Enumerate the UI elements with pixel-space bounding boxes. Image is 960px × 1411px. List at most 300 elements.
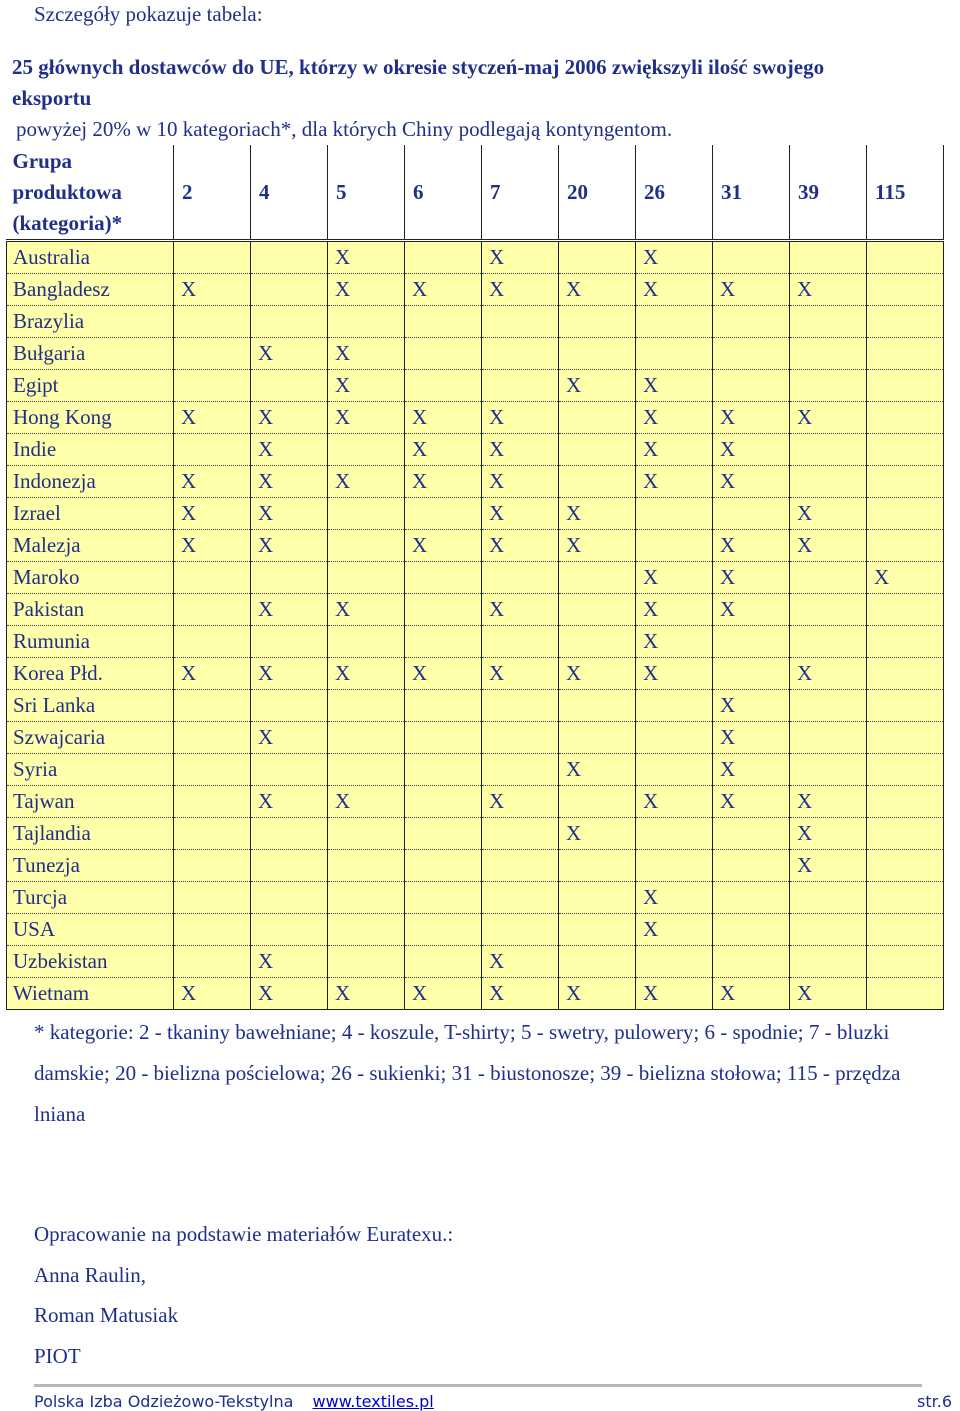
row-cell: X xyxy=(636,882,713,914)
row-cell: X xyxy=(174,498,251,530)
row-cell xyxy=(559,338,636,370)
credits-org: PIOT xyxy=(34,1343,81,1368)
row-cell: X xyxy=(251,434,328,466)
row-cell: X xyxy=(636,626,713,658)
footer-org-name: Polska Izba Odzieżowo-Tekstylna xyxy=(34,1392,294,1411)
row-cell: X xyxy=(636,786,713,818)
row-country: Wietnam xyxy=(7,978,174,1010)
row-cell xyxy=(636,850,713,882)
row-cell xyxy=(559,626,636,658)
row-cell xyxy=(482,722,559,754)
row-cell: X xyxy=(559,978,636,1010)
row-cell: X xyxy=(713,594,790,626)
row-cell xyxy=(328,850,405,882)
row-cell: X xyxy=(713,690,790,722)
header-category: 2 xyxy=(174,145,251,241)
row-cell xyxy=(559,306,636,338)
row-cell xyxy=(174,434,251,466)
row-cell xyxy=(559,722,636,754)
suppliers-table-container xyxy=(6,145,944,1010)
row-cell: X xyxy=(174,274,251,306)
row-cell xyxy=(636,338,713,370)
row-cell: X xyxy=(559,370,636,402)
row-cell xyxy=(328,754,405,786)
row-cell xyxy=(713,306,790,338)
row-cell xyxy=(790,882,867,914)
row-cell: X xyxy=(328,658,405,690)
row-cell xyxy=(174,946,251,978)
row-cell: X xyxy=(482,946,559,978)
row-cell xyxy=(867,241,944,274)
row-cell xyxy=(405,241,482,274)
row-cell xyxy=(174,306,251,338)
row-cell xyxy=(251,914,328,946)
row-country: Szwajcaria xyxy=(7,722,174,754)
row-cell xyxy=(790,754,867,786)
table-row xyxy=(7,530,944,562)
row-cell: X xyxy=(636,402,713,434)
row-cell xyxy=(713,658,790,690)
row-cell: X xyxy=(328,978,405,1010)
row-cell xyxy=(328,562,405,594)
row-cell: X xyxy=(559,658,636,690)
row-cell: X xyxy=(482,402,559,434)
row-country: Hong Kong xyxy=(7,402,174,434)
row-cell xyxy=(482,818,559,850)
row-cell xyxy=(251,306,328,338)
row-cell xyxy=(713,338,790,370)
row-cell: X xyxy=(328,594,405,626)
row-cell: X xyxy=(790,658,867,690)
row-cell xyxy=(867,626,944,658)
row-cell: X xyxy=(636,562,713,594)
row-cell: X xyxy=(790,818,867,850)
row-cell xyxy=(328,530,405,562)
row-cell xyxy=(174,626,251,658)
row-cell xyxy=(482,338,559,370)
row-cell: X xyxy=(328,274,405,306)
row-cell xyxy=(328,722,405,754)
row-cell xyxy=(867,914,944,946)
row-cell: X xyxy=(636,466,713,498)
row-cell xyxy=(713,882,790,914)
header-category: 4 xyxy=(251,145,328,241)
row-cell: X xyxy=(405,658,482,690)
table-row xyxy=(7,594,944,626)
row-cell xyxy=(867,466,944,498)
row-cell: X xyxy=(713,434,790,466)
row-cell xyxy=(636,946,713,978)
row-cell xyxy=(174,722,251,754)
row-cell xyxy=(636,306,713,338)
row-cell: X xyxy=(328,402,405,434)
header-category: 6 xyxy=(405,145,482,241)
row-country: Tajwan xyxy=(7,786,174,818)
row-cell xyxy=(790,434,867,466)
row-cell xyxy=(790,338,867,370)
row-cell xyxy=(482,690,559,722)
row-cell xyxy=(174,241,251,274)
row-cell xyxy=(251,850,328,882)
header-category: 20 xyxy=(559,145,636,241)
row-cell: X xyxy=(328,338,405,370)
row-country: Malezja xyxy=(7,530,174,562)
row-cell: X xyxy=(174,658,251,690)
row-cell xyxy=(867,690,944,722)
table-row xyxy=(7,562,944,594)
row-cell: X xyxy=(251,658,328,690)
row-cell: X xyxy=(713,722,790,754)
row-cell xyxy=(251,626,328,658)
row-cell: X xyxy=(790,274,867,306)
row-cell xyxy=(174,338,251,370)
row-cell xyxy=(251,754,328,786)
row-cell xyxy=(405,818,482,850)
row-cell xyxy=(328,626,405,658)
row-cell xyxy=(482,306,559,338)
row-cell: X xyxy=(251,786,328,818)
row-cell xyxy=(405,690,482,722)
row-cell xyxy=(328,882,405,914)
row-cell: X xyxy=(482,498,559,530)
row-country: Pakistan xyxy=(7,594,174,626)
row-cell xyxy=(559,946,636,978)
row-cell xyxy=(559,882,636,914)
row-cell xyxy=(867,946,944,978)
categories-footnote: * kategorie: 2 - tkaniny bawełniane; 4 - koszule, T-shirty; 5 - swetry, pulowery; 6 - spodnie; 7 - bluzki damskie; 20 - bielizna pościelowa; 26 - sukienki; 31 - biustonosze; 39 - bielizna stołowa; 115 - przędza lniana xyxy=(34,1020,901,1126)
row-cell xyxy=(482,914,559,946)
row-cell: X xyxy=(559,274,636,306)
row-cell xyxy=(867,786,944,818)
row-country: Rumunia xyxy=(7,626,174,658)
row-cell xyxy=(482,882,559,914)
row-cell: X xyxy=(482,434,559,466)
row-cell xyxy=(251,818,328,850)
row-cell: X xyxy=(713,978,790,1010)
credits-source: Opracowanie na podstawie materiałów Euratexu.: xyxy=(34,1222,454,1246)
header-category: 31 xyxy=(713,145,790,241)
row-cell: X xyxy=(713,466,790,498)
row-country: Tajlandia xyxy=(7,818,174,850)
row-cell: X xyxy=(405,530,482,562)
table-row xyxy=(7,338,944,370)
row-cell: X xyxy=(559,818,636,850)
row-cell: X xyxy=(328,786,405,818)
footer-divider xyxy=(34,1384,922,1387)
header-product-group-line-2: produktowa xyxy=(12,179,122,204)
row-country: Izrael xyxy=(7,498,174,530)
table-row xyxy=(7,882,944,914)
row-cell: X xyxy=(636,658,713,690)
row-cell xyxy=(405,306,482,338)
suppliers-table xyxy=(6,145,944,1010)
row-cell xyxy=(251,241,328,274)
row-cell xyxy=(790,690,867,722)
row-cell xyxy=(790,722,867,754)
row-cell: X xyxy=(636,594,713,626)
row-cell: X xyxy=(251,402,328,434)
row-cell xyxy=(559,594,636,626)
row-cell xyxy=(559,914,636,946)
header-category: 115 xyxy=(867,145,944,241)
row-cell xyxy=(251,882,328,914)
row-cell: X xyxy=(251,338,328,370)
row-cell: X xyxy=(713,402,790,434)
table-title-line-1: 25 głównych dostawców do UE, którzy w okresie styczeń-maj 2006 zwiększyli ilość swojego xyxy=(12,55,825,79)
row-cell: X xyxy=(251,498,328,530)
row-cell xyxy=(867,882,944,914)
header-product-group-line-1: Grupa xyxy=(12,148,73,173)
row-country: Maroko xyxy=(7,562,174,594)
row-cell: X xyxy=(636,978,713,1010)
table-row xyxy=(7,370,944,402)
row-cell xyxy=(251,690,328,722)
row-cell xyxy=(174,370,251,402)
row-cell: X xyxy=(636,370,713,402)
row-cell: X xyxy=(559,498,636,530)
row-cell xyxy=(867,978,944,1010)
row-cell xyxy=(174,850,251,882)
row-cell: X xyxy=(174,978,251,1010)
row-cell xyxy=(867,530,944,562)
header-category: 7 xyxy=(482,145,559,241)
row-cell: X xyxy=(251,594,328,626)
row-cell: X xyxy=(251,722,328,754)
row-country: Syria xyxy=(7,754,174,786)
row-cell xyxy=(405,722,482,754)
row-country: USA xyxy=(7,914,174,946)
row-cell xyxy=(867,370,944,402)
row-cell xyxy=(405,914,482,946)
row-cell xyxy=(867,498,944,530)
header-category: 39 xyxy=(790,145,867,241)
row-cell xyxy=(636,498,713,530)
row-cell xyxy=(559,466,636,498)
row-country: Uzbekistan xyxy=(7,946,174,978)
credits-author-1: Anna Raulin, xyxy=(34,1262,146,1287)
row-cell xyxy=(867,402,944,434)
row-cell: X xyxy=(405,274,482,306)
row-cell xyxy=(251,274,328,306)
table-row xyxy=(7,722,944,754)
table-title-line-3: powyżej 20% w 10 kategoriach*, dla których Chiny podlegają kontyngentom. xyxy=(16,117,673,141)
table-row xyxy=(7,402,944,434)
row-cell xyxy=(636,818,713,850)
row-cell: X xyxy=(713,754,790,786)
row-cell: X xyxy=(790,530,867,562)
row-cell xyxy=(482,754,559,786)
header-category: 26 xyxy=(636,145,713,241)
row-cell xyxy=(559,850,636,882)
row-cell: X xyxy=(482,978,559,1010)
row-cell xyxy=(790,241,867,274)
row-cell xyxy=(867,722,944,754)
row-cell: X xyxy=(251,466,328,498)
row-country: Tunezja xyxy=(7,850,174,882)
row-cell xyxy=(713,241,790,274)
row-cell xyxy=(867,594,944,626)
row-cell: X xyxy=(405,978,482,1010)
row-cell: X xyxy=(482,530,559,562)
row-cell xyxy=(790,370,867,402)
row-country: Turcja xyxy=(7,882,174,914)
row-cell: X xyxy=(405,466,482,498)
row-cell: X xyxy=(328,370,405,402)
row-cell xyxy=(713,850,790,882)
row-cell xyxy=(713,914,790,946)
row-cell xyxy=(713,946,790,978)
row-country: Indonezja xyxy=(7,466,174,498)
row-cell xyxy=(559,562,636,594)
credits-block xyxy=(34,1214,453,1376)
row-cell: X xyxy=(482,594,559,626)
row-cell: X xyxy=(174,466,251,498)
row-cell xyxy=(867,658,944,690)
row-cell xyxy=(790,594,867,626)
row-cell xyxy=(328,690,405,722)
row-cell: X xyxy=(174,402,251,434)
row-country: Australia xyxy=(7,241,174,274)
row-cell xyxy=(713,370,790,402)
row-cell xyxy=(405,786,482,818)
row-cell xyxy=(482,850,559,882)
row-cell xyxy=(251,370,328,402)
row-cell xyxy=(559,241,636,274)
header-category: 5 xyxy=(328,145,405,241)
row-cell xyxy=(174,818,251,850)
header-product-group xyxy=(7,145,174,241)
intro-text: Szczegóły pokazuje tabela: xyxy=(34,2,263,26)
row-cell xyxy=(790,306,867,338)
row-cell: X xyxy=(713,530,790,562)
row-cell: X xyxy=(713,786,790,818)
table-row xyxy=(7,946,944,978)
row-cell xyxy=(482,626,559,658)
row-cell xyxy=(251,562,328,594)
row-cell xyxy=(790,466,867,498)
row-cell: X xyxy=(174,530,251,562)
table-title xyxy=(12,52,942,145)
row-cell xyxy=(713,498,790,530)
row-cell xyxy=(328,914,405,946)
row-cell: X xyxy=(482,274,559,306)
row-cell: X xyxy=(636,914,713,946)
table-row xyxy=(7,241,944,274)
row-cell: X xyxy=(790,850,867,882)
row-cell xyxy=(867,306,944,338)
table-row xyxy=(7,914,944,946)
row-cell: X xyxy=(559,754,636,786)
row-cell xyxy=(405,754,482,786)
row-cell xyxy=(174,786,251,818)
row-cell xyxy=(405,594,482,626)
table-row xyxy=(7,626,944,658)
row-cell xyxy=(636,530,713,562)
row-cell: X xyxy=(251,946,328,978)
row-cell xyxy=(559,786,636,818)
row-cell: X xyxy=(867,562,944,594)
row-cell: X xyxy=(790,978,867,1010)
row-cell xyxy=(559,402,636,434)
credits-author-2: Roman Matusiak xyxy=(34,1303,179,1327)
row-cell: X xyxy=(482,658,559,690)
table-row xyxy=(7,658,944,690)
row-country: Sri Lanka xyxy=(7,690,174,722)
row-cell xyxy=(636,690,713,722)
row-cell: X xyxy=(713,274,790,306)
row-cell xyxy=(405,850,482,882)
row-cell: X xyxy=(482,786,559,818)
row-cell xyxy=(790,914,867,946)
table-title-line-2: eksportu xyxy=(12,86,92,110)
table-body xyxy=(7,241,944,1010)
row-cell xyxy=(790,626,867,658)
table-row xyxy=(7,850,944,882)
row-cell: X xyxy=(482,241,559,274)
row-cell xyxy=(328,818,405,850)
row-cell xyxy=(867,850,944,882)
row-cell: X xyxy=(713,562,790,594)
table-row xyxy=(7,754,944,786)
row-cell xyxy=(867,818,944,850)
table-row xyxy=(7,978,944,1010)
row-cell xyxy=(328,498,405,530)
row-country: Brazylia xyxy=(7,306,174,338)
row-cell xyxy=(867,338,944,370)
table-row xyxy=(7,498,944,530)
table-row xyxy=(7,306,944,338)
row-cell xyxy=(867,274,944,306)
page-footer xyxy=(34,1392,952,1411)
table-row xyxy=(7,466,944,498)
table-row xyxy=(7,274,944,306)
footer-website-link[interactable]: www.textiles.pl xyxy=(312,1392,434,1411)
row-country: Indie xyxy=(7,434,174,466)
row-cell xyxy=(790,562,867,594)
footer-page-number: str.6 xyxy=(917,1392,952,1411)
row-cell: X xyxy=(251,530,328,562)
table-row xyxy=(7,818,944,850)
row-cell xyxy=(405,498,482,530)
row-cell xyxy=(174,754,251,786)
row-cell: X xyxy=(790,498,867,530)
row-cell xyxy=(636,754,713,786)
row-cell xyxy=(328,434,405,466)
row-cell: X xyxy=(790,786,867,818)
row-cell: X xyxy=(328,466,405,498)
row-cell xyxy=(867,754,944,786)
row-cell: X xyxy=(636,274,713,306)
row-country: Egipt xyxy=(7,370,174,402)
row-cell xyxy=(174,594,251,626)
row-cell xyxy=(405,882,482,914)
row-cell xyxy=(174,914,251,946)
row-cell: X xyxy=(251,978,328,1010)
row-country: Korea Płd. xyxy=(7,658,174,690)
row-cell: X xyxy=(636,241,713,274)
row-cell: X xyxy=(482,466,559,498)
row-cell xyxy=(405,946,482,978)
row-cell xyxy=(328,946,405,978)
row-cell xyxy=(713,818,790,850)
row-cell xyxy=(174,562,251,594)
table-row xyxy=(7,786,944,818)
row-cell: X xyxy=(559,530,636,562)
row-country: Bułgaria xyxy=(7,338,174,370)
row-cell xyxy=(713,626,790,658)
row-cell xyxy=(867,434,944,466)
row-cell xyxy=(174,882,251,914)
